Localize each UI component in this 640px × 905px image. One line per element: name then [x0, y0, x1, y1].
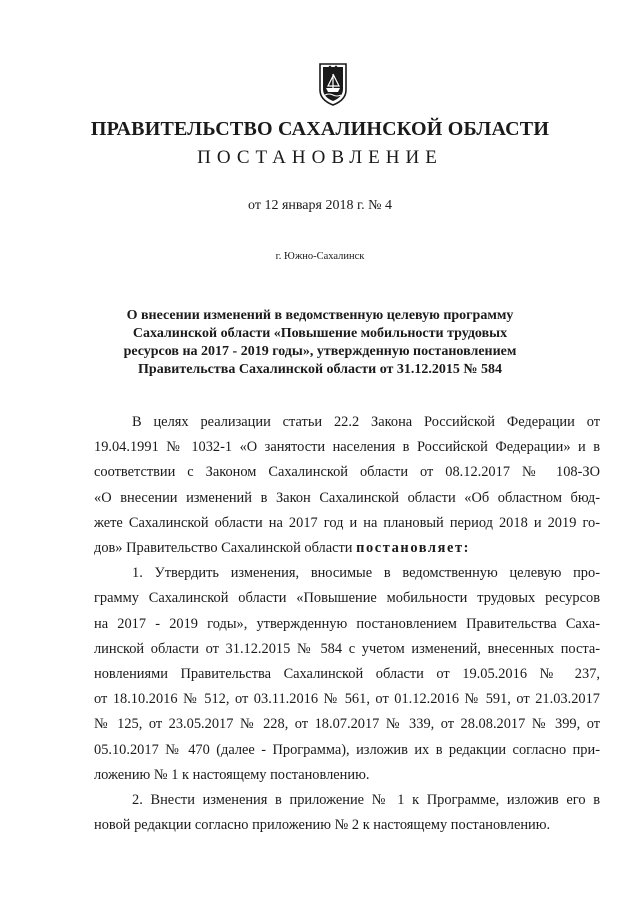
subject-line: Сахалинской области «Повышение мобильности трудовых	[132, 326, 508, 341]
preamble-paragraph	[94, 410, 600, 561]
subject-line: О внесении изменений в ведомственную целевую программу	[126, 308, 514, 323]
text-line: 05.10.2017 № 470 (далее - Программа), изложив их в редакции согласно при-	[94, 741, 600, 758]
subject-line: ресурсов на 2017 - 2019 годы», утвержденную постановлением	[123, 344, 517, 359]
text-line: линской области от 31.12.2015 № 584 с учетом изменений, внесенных поста-	[94, 640, 600, 657]
text-line-last	[94, 536, 600, 561]
text-line: от 18.10.2016 № 512, от 03.11.2016 № 561, от 01.12.2016 № 591, от 21.03.2017	[94, 691, 600, 708]
document-body	[94, 410, 600, 838]
document-date-number: от 12 января 2018 г. № 4	[248, 198, 392, 213]
text-line: № 125, от 23.05.2017 № 228, от 18.07.2017 № 339, от 28.08.2017 № 399, от	[94, 716, 600, 733]
decree-word: постановляет:	[356, 540, 471, 557]
text-line: В целях реализации статьи 22.2 Закона Российской Федерации от	[132, 414, 600, 430]
text-line: соответствии с Законом Сахалинской области от 08.12.2017 № 108-ЗО	[94, 464, 600, 481]
text-line: жете Сахалинской области на 2017 год и на плановый период 2018 и 2019 го-	[94, 514, 600, 531]
coat-of-arms-emblem	[317, 60, 349, 106]
government-title: ПРАВИТЕЛЬСТВО САХАЛИНСКОЙ ОБЛАСТИ	[90, 118, 550, 140]
text-line: 19.04.1991 № 1032-1 «О занятости населения в Российской Федерации» и в	[94, 439, 600, 456]
document-place: г. Южно-Сахалинск	[275, 251, 365, 262]
text-line: грамму Сахалинской области «Повышение мобильности трудовых ресурсов	[94, 590, 600, 607]
item-2-paragraph	[94, 788, 600, 838]
item-1-paragraph	[94, 561, 600, 788]
text-line: ложению № 1 к настоящему постановлению.	[94, 766, 370, 783]
text-line: на 2017 - 2019 годы», утвержденную постановлением Правительства Саха-	[94, 615, 600, 632]
text-line: «О внесении изменений в Закон Сахалинской области «Об областном бюд-	[94, 489, 600, 506]
text-line: 2. Внести изменения в приложение № 1 к Программе, изложив его в	[132, 792, 600, 809]
text-line: новлениями Правительства Сахалинской области от 19.05.2016 № 237,	[94, 666, 600, 683]
preamble-end: дов» Правительство Сахалинской области	[94, 540, 353, 557]
document-type: ПОСТАНОВЛЕНИЕ	[197, 147, 443, 168]
text-line: 1. Утвердить изменения, вносимые в ведомственную целевую про-	[132, 565, 600, 582]
document-subject	[80, 307, 560, 379]
text-line: новой редакции согласно приложению № 2 к настоящему постановлению.	[94, 817, 551, 834]
subject-line: Правительства Сахалинской области от 31.12.2015 № 584	[138, 362, 502, 377]
